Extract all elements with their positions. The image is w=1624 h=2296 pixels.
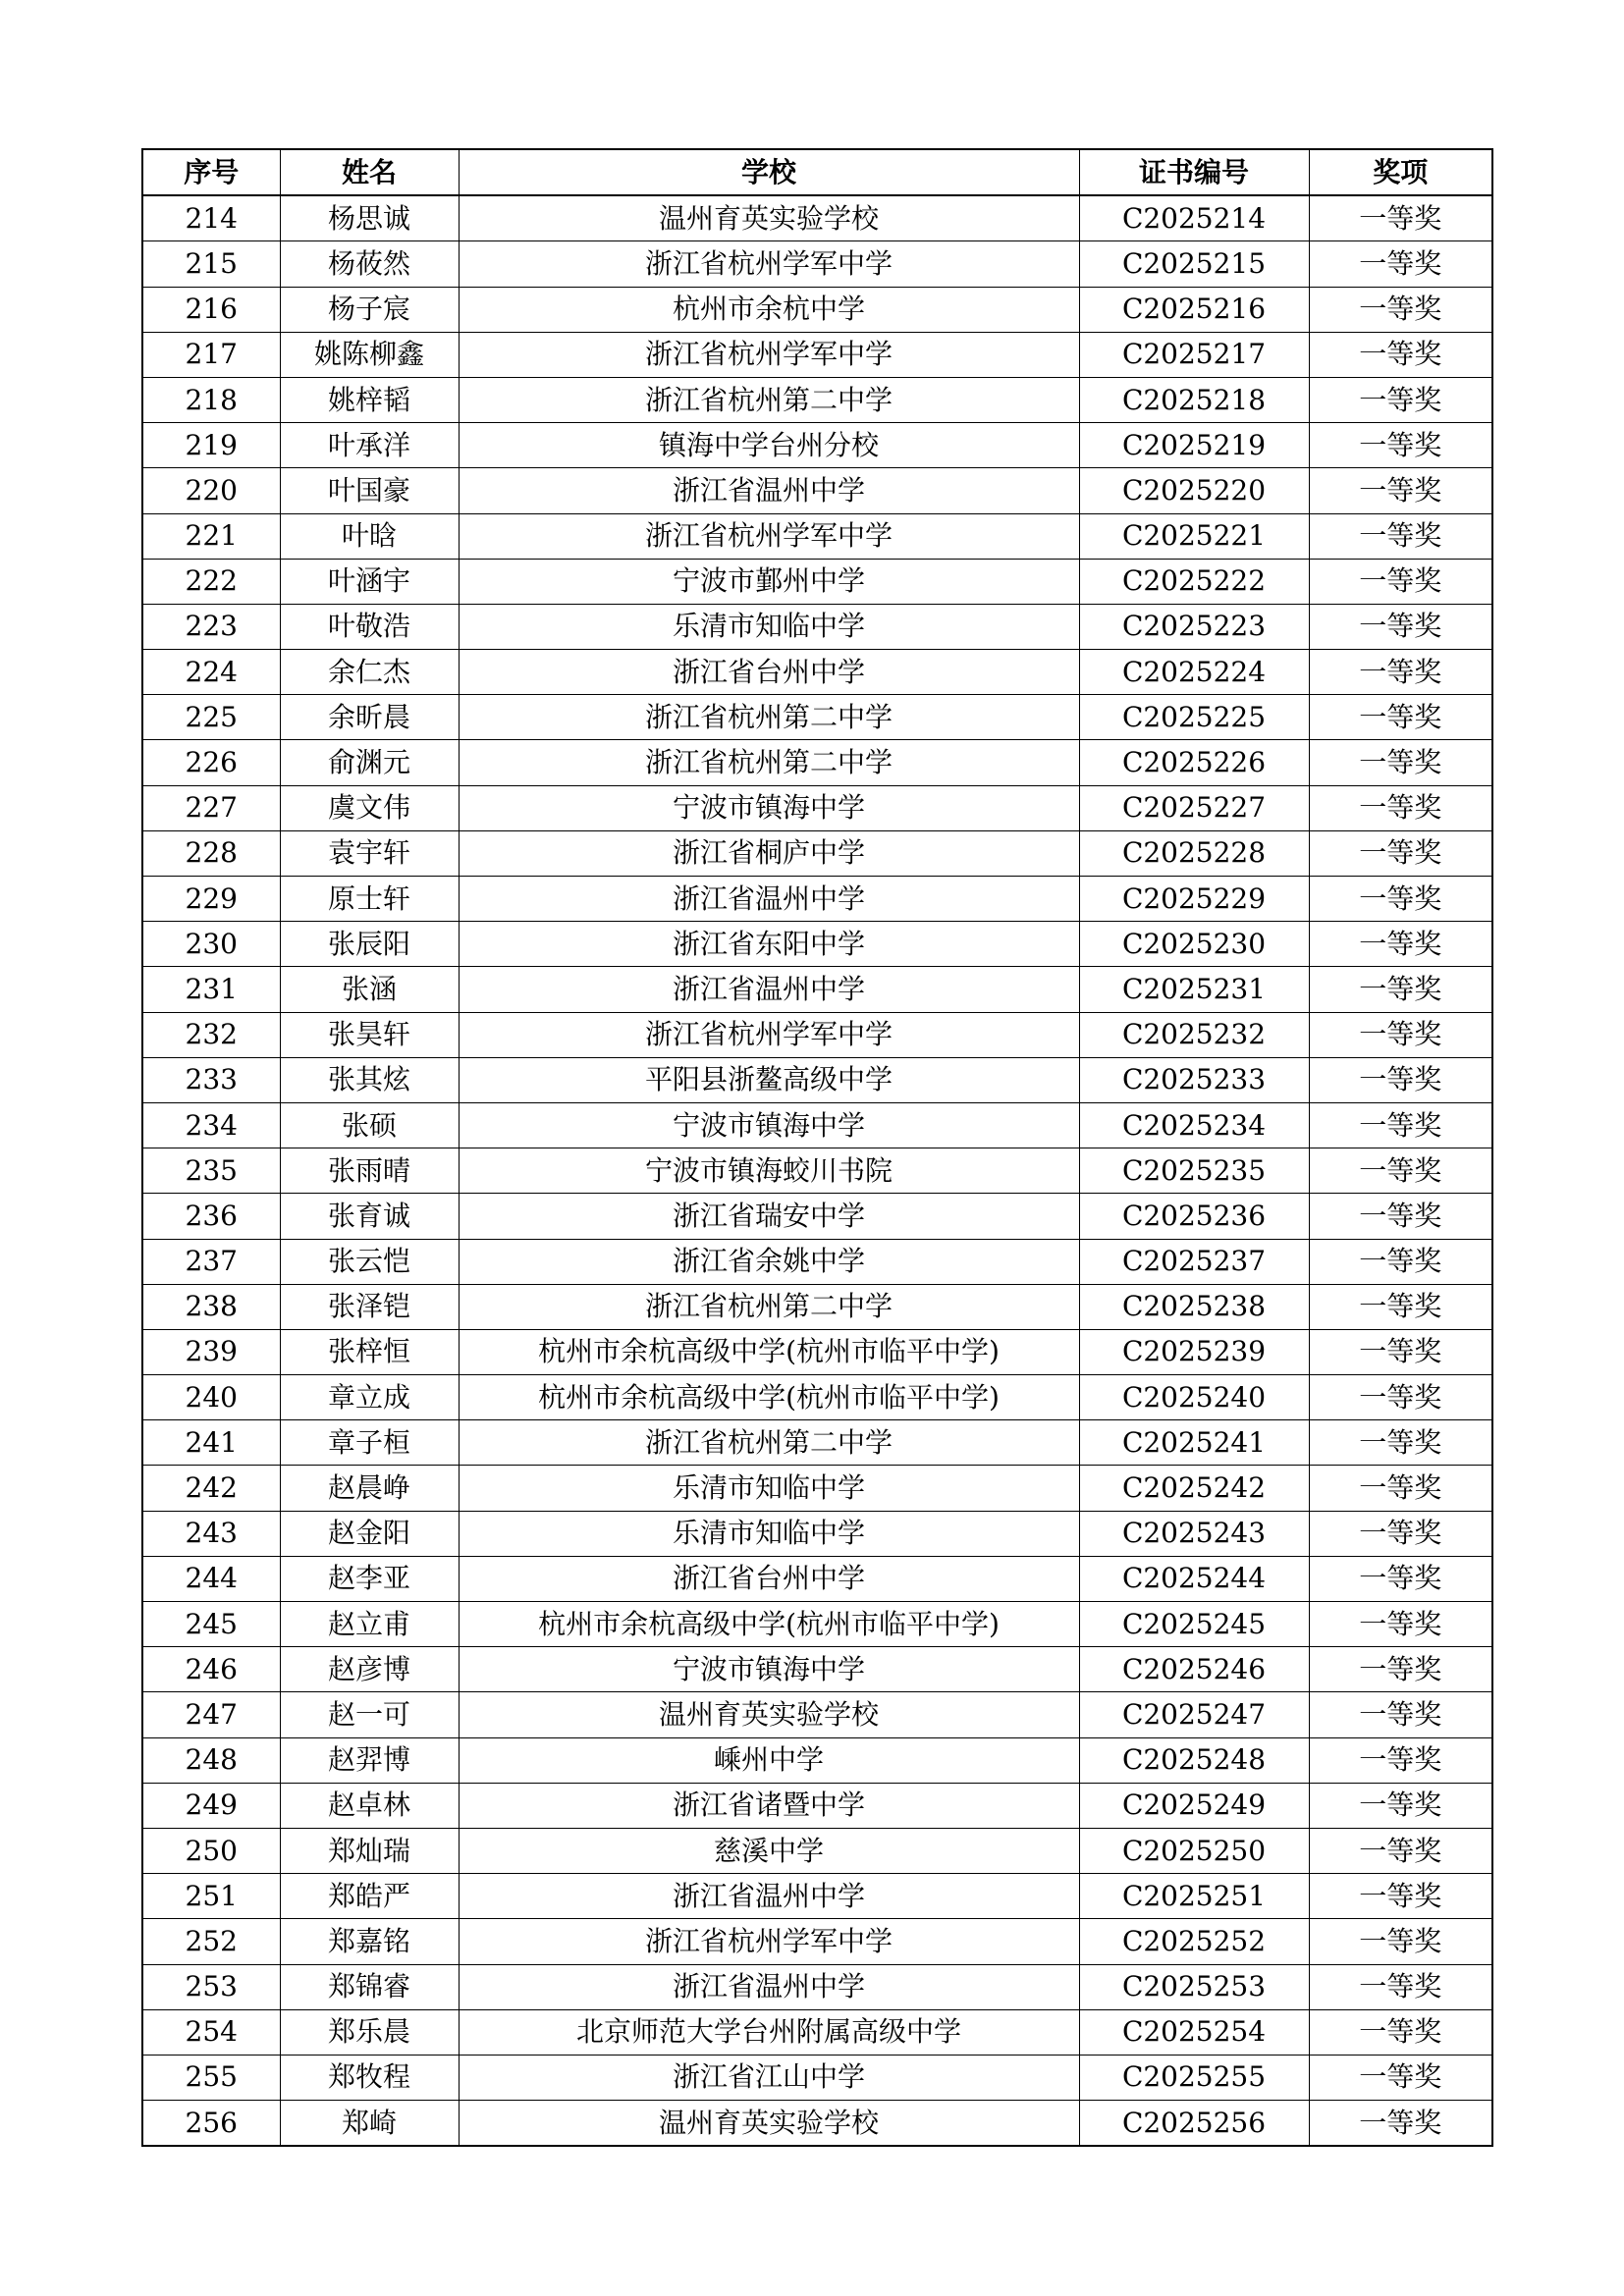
cell-name: 叶涵宇 [280, 559, 459, 604]
cell-serial-number: 223 [142, 604, 280, 649]
cell-school: 浙江省桐庐中学 [459, 830, 1079, 876]
table-row [142, 1511, 1492, 1556]
cell-name: 张涵 [280, 967, 459, 1012]
cell-certificate-number: C2025220 [1079, 468, 1309, 513]
cell-name: 姚陈柳鑫 [280, 332, 459, 377]
cell-serial-number: 240 [142, 1375, 280, 1420]
cell-school: 宁波市鄞州中学 [459, 559, 1079, 604]
cell-serial-number: 253 [142, 1964, 280, 2009]
cell-school: 浙江省杭州第二中学 [459, 695, 1079, 740]
table-row [142, 2055, 1492, 2100]
cell-serial-number: 218 [142, 377, 280, 422]
cell-serial-number: 244 [142, 1556, 280, 1601]
cell-certificate-number: C2025215 [1079, 241, 1309, 287]
cell-name: 叶敬浩 [280, 604, 459, 649]
cell-award: 一等奖 [1309, 1466, 1492, 1511]
cell-award: 一等奖 [1309, 1102, 1492, 1148]
cell-award: 一等奖 [1309, 2009, 1492, 2055]
cell-award: 一等奖 [1309, 377, 1492, 422]
cell-name: 赵晨峥 [280, 1466, 459, 1511]
cell-name: 张辰阳 [280, 922, 459, 967]
cell-name: 俞渊元 [280, 740, 459, 785]
cell-award: 一等奖 [1309, 332, 1492, 377]
cell-school: 杭州市余杭高级中学(杭州市临平中学) [459, 1602, 1079, 1647]
cell-certificate-number: C2025227 [1079, 785, 1309, 830]
cell-serial-number: 255 [142, 2055, 280, 2100]
table-row [142, 1012, 1492, 1057]
cell-school: 宁波市镇海中学 [459, 785, 1079, 830]
cell-name: 赵彦博 [280, 1647, 459, 1692]
table-row [142, 1057, 1492, 1102]
cell-certificate-number: C2025232 [1079, 1012, 1309, 1057]
cell-school: 宁波市镇海中学 [459, 1102, 1079, 1148]
cell-serial-number: 228 [142, 830, 280, 876]
table-row [142, 332, 1492, 377]
cell-school: 乐清市知临中学 [459, 604, 1079, 649]
cell-name: 章子桓 [280, 1420, 459, 1466]
cell-award: 一等奖 [1309, 1057, 1492, 1102]
cell-award: 一等奖 [1309, 1647, 1492, 1692]
cell-school: 浙江省江山中学 [459, 2055, 1079, 2100]
cell-school: 浙江省温州中学 [459, 468, 1079, 513]
cell-name: 赵卓林 [280, 1783, 459, 1828]
cell-award: 一等奖 [1309, 785, 1492, 830]
table-row [142, 922, 1492, 967]
cell-serial-number: 215 [142, 241, 280, 287]
cell-certificate-number: C2025231 [1079, 967, 1309, 1012]
cell-name: 赵金阳 [280, 1511, 459, 1556]
cell-certificate-number: C2025230 [1079, 922, 1309, 967]
table-row [142, 559, 1492, 604]
cell-school: 浙江省温州中学 [459, 1874, 1079, 1919]
cell-school: 浙江省诸暨中学 [459, 1783, 1079, 1828]
cell-name: 杨思诚 [280, 195, 459, 241]
cell-name: 杨莜然 [280, 241, 459, 287]
cell-award: 一等奖 [1309, 1783, 1492, 1828]
cell-serial-number: 222 [142, 559, 280, 604]
cell-serial-number: 246 [142, 1647, 280, 1692]
cell-school: 浙江省台州中学 [459, 650, 1079, 695]
cell-school: 乐清市知临中学 [459, 1466, 1079, 1511]
cell-serial-number: 247 [142, 1692, 280, 1737]
cell-school: 浙江省杭州学军中学 [459, 513, 1079, 559]
cell-award: 一等奖 [1309, 1692, 1492, 1737]
cell-award: 一等奖 [1309, 740, 1492, 785]
cell-name: 姚梓韬 [280, 377, 459, 422]
cell-serial-number: 254 [142, 2009, 280, 2055]
cell-school: 北京师范大学台州附属高级中学 [459, 2009, 1079, 2055]
table-row [142, 1919, 1492, 1964]
cell-serial-number: 236 [142, 1194, 280, 1239]
cell-certificate-number: C2025256 [1079, 2101, 1309, 2147]
cell-award: 一等奖 [1309, 695, 1492, 740]
cell-certificate-number: C2025250 [1079, 1828, 1309, 1873]
cell-name: 郑乐晨 [280, 2009, 459, 2055]
cell-serial-number: 250 [142, 1828, 280, 1873]
cell-award: 一等奖 [1309, 2055, 1492, 2100]
cell-name: 郑锦睿 [280, 1964, 459, 2009]
cell-certificate-number: C2025247 [1079, 1692, 1309, 1737]
cell-name: 叶承洋 [280, 423, 459, 468]
cell-name: 赵一可 [280, 1692, 459, 1737]
cell-certificate-number: C2025242 [1079, 1466, 1309, 1511]
cell-certificate-number: C2025238 [1079, 1284, 1309, 1329]
cell-school: 杭州市余杭高级中学(杭州市临平中学) [459, 1375, 1079, 1420]
table-row [142, 830, 1492, 876]
cell-award: 一等奖 [1309, 1874, 1492, 1919]
cell-serial-number: 230 [142, 922, 280, 967]
cell-award: 一等奖 [1309, 650, 1492, 695]
table-row [142, 1874, 1492, 1919]
cell-award: 一等奖 [1309, 1284, 1492, 1329]
table-row [142, 1239, 1492, 1284]
cell-name: 郑崎 [280, 2101, 459, 2147]
cell-certificate-number: C2025236 [1079, 1194, 1309, 1239]
cell-serial-number: 227 [142, 785, 280, 830]
cell-certificate-number: C2025226 [1079, 740, 1309, 785]
table-row [142, 1375, 1492, 1420]
cell-certificate-number: C2025233 [1079, 1057, 1309, 1102]
cell-serial-number: 248 [142, 1737, 280, 1783]
cell-certificate-number: C2025253 [1079, 1964, 1309, 2009]
cell-school: 浙江省杭州第二中学 [459, 740, 1079, 785]
table-row [142, 241, 1492, 287]
cell-name: 张育诚 [280, 1194, 459, 1239]
cell-school: 乐清市知临中学 [459, 1511, 1079, 1556]
cell-certificate-number: C2025237 [1079, 1239, 1309, 1284]
cell-serial-number: 242 [142, 1466, 280, 1511]
cell-certificate-number: C2025245 [1079, 1602, 1309, 1647]
cell-school: 浙江省台州中学 [459, 1556, 1079, 1601]
cell-name: 郑皓严 [280, 1874, 459, 1919]
cell-name: 余昕晨 [280, 695, 459, 740]
table-header-row [142, 149, 1492, 195]
cell-school: 浙江省温州中学 [459, 877, 1079, 922]
cell-award: 一等奖 [1309, 1602, 1492, 1647]
cell-school: 浙江省杭州学军中学 [459, 1919, 1079, 1964]
cell-school: 浙江省温州中学 [459, 967, 1079, 1012]
cell-award: 一等奖 [1309, 1239, 1492, 1284]
cell-award: 一等奖 [1309, 559, 1492, 604]
cell-certificate-number: C2025234 [1079, 1102, 1309, 1148]
cell-certificate-number: C2025216 [1079, 287, 1309, 332]
cell-certificate-number: C2025223 [1079, 604, 1309, 649]
cell-award: 一等奖 [1309, 1511, 1492, 1556]
cell-school: 浙江省杭州学军中学 [459, 332, 1079, 377]
table-row [142, 604, 1492, 649]
cell-serial-number: 221 [142, 513, 280, 559]
cell-school: 浙江省杭州第二中学 [459, 1284, 1079, 1329]
cell-serial-number: 231 [142, 967, 280, 1012]
table-row [142, 877, 1492, 922]
cell-name: 袁宇轩 [280, 830, 459, 876]
table-row [142, 1964, 1492, 2009]
table-row [142, 1102, 1492, 1148]
cell-serial-number: 219 [142, 423, 280, 468]
header-name: 姓名 [280, 149, 459, 195]
table-row [142, 195, 1492, 241]
cell-serial-number: 243 [142, 1511, 280, 1556]
cell-name: 张其炫 [280, 1057, 459, 1102]
cell-award: 一等奖 [1309, 1329, 1492, 1374]
cell-serial-number: 234 [142, 1102, 280, 1148]
cell-certificate-number: C2025241 [1079, 1420, 1309, 1466]
cell-serial-number: 252 [142, 1919, 280, 1964]
cell-school: 浙江省杭州第二中学 [459, 377, 1079, 422]
cell-school: 浙江省东阳中学 [459, 922, 1079, 967]
cell-award: 一等奖 [1309, 830, 1492, 876]
cell-school: 浙江省温州中学 [459, 1964, 1079, 2009]
cell-certificate-number: C2025219 [1079, 423, 1309, 468]
cell-award: 一等奖 [1309, 1420, 1492, 1466]
cell-school: 浙江省杭州学军中学 [459, 241, 1079, 287]
cell-certificate-number: C2025240 [1079, 1375, 1309, 1420]
cell-certificate-number: C2025214 [1079, 195, 1309, 241]
cell-name: 杨子宸 [280, 287, 459, 332]
cell-name: 赵立甫 [280, 1602, 459, 1647]
cell-name: 郑灿瑞 [280, 1828, 459, 1873]
cell-serial-number: 239 [142, 1329, 280, 1374]
cell-award: 一等奖 [1309, 287, 1492, 332]
cell-award: 一等奖 [1309, 1556, 1492, 1601]
table-row [142, 1602, 1492, 1647]
header-award: 奖项 [1309, 149, 1492, 195]
cell-name: 赵李亚 [280, 1556, 459, 1601]
cell-name: 张泽铠 [280, 1284, 459, 1329]
cell-award: 一等奖 [1309, 1828, 1492, 1873]
cell-school: 浙江省瑞安中学 [459, 1194, 1079, 1239]
table-row [142, 1828, 1492, 1873]
cell-school: 平阳县浙鳌高级中学 [459, 1057, 1079, 1102]
cell-serial-number: 235 [142, 1148, 280, 1194]
table-row [142, 740, 1492, 785]
cell-certificate-number: C2025222 [1079, 559, 1309, 604]
cell-name: 余仁杰 [280, 650, 459, 695]
header-school: 学校 [459, 149, 1079, 195]
cell-certificate-number: C2025248 [1079, 1737, 1309, 1783]
cell-serial-number: 249 [142, 1783, 280, 1828]
cell-award: 一等奖 [1309, 1919, 1492, 1964]
table-row [142, 423, 1492, 468]
table-row [142, 1148, 1492, 1194]
table-row [142, 1556, 1492, 1601]
cell-name: 张硕 [280, 1102, 459, 1148]
table-row [142, 1194, 1492, 1239]
table-row [142, 785, 1492, 830]
table-row [142, 287, 1492, 332]
cell-name: 郑嘉铭 [280, 1919, 459, 1964]
cell-serial-number: 216 [142, 287, 280, 332]
cell-award: 一等奖 [1309, 1737, 1492, 1783]
cell-name: 郑牧程 [280, 2055, 459, 2100]
table-row [142, 1783, 1492, 1828]
cell-certificate-number: C2025224 [1079, 650, 1309, 695]
cell-school: 温州育英实验学校 [459, 2101, 1079, 2147]
cell-name: 张梓恒 [280, 1329, 459, 1374]
table-body [142, 195, 1492, 2146]
cell-serial-number: 237 [142, 1239, 280, 1284]
cell-school: 温州育英实验学校 [459, 195, 1079, 241]
cell-school: 杭州市余杭高级中学(杭州市临平中学) [459, 1329, 1079, 1374]
cell-certificate-number: C2025251 [1079, 1874, 1309, 1919]
cell-serial-number: 224 [142, 650, 280, 695]
header-serial-number: 序号 [142, 149, 280, 195]
cell-serial-number: 238 [142, 1284, 280, 1329]
cell-name: 章立成 [280, 1375, 459, 1420]
table-row [142, 513, 1492, 559]
cell-serial-number: 256 [142, 2101, 280, 2147]
cell-award: 一等奖 [1309, 1194, 1492, 1239]
cell-name: 原士轩 [280, 877, 459, 922]
cell-serial-number: 241 [142, 1420, 280, 1466]
cell-certificate-number: C2025228 [1079, 830, 1309, 876]
cell-certificate-number: C2025252 [1079, 1919, 1309, 1964]
cell-serial-number: 217 [142, 332, 280, 377]
cell-certificate-number: C2025255 [1079, 2055, 1309, 2100]
cell-award: 一等奖 [1309, 877, 1492, 922]
cell-certificate-number: C2025249 [1079, 1783, 1309, 1828]
table-row [142, 2009, 1492, 2055]
cell-award: 一等奖 [1309, 1012, 1492, 1057]
cell-award: 一等奖 [1309, 241, 1492, 287]
cell-serial-number: 251 [142, 1874, 280, 1919]
cell-award: 一等奖 [1309, 423, 1492, 468]
table-row [142, 1466, 1492, 1511]
cell-award: 一等奖 [1309, 1375, 1492, 1420]
cell-serial-number: 233 [142, 1057, 280, 1102]
cell-serial-number: 232 [142, 1012, 280, 1057]
cell-certificate-number: C2025218 [1079, 377, 1309, 422]
table-row [142, 1647, 1492, 1692]
cell-certificate-number: C2025246 [1079, 1647, 1309, 1692]
cell-award: 一等奖 [1309, 1964, 1492, 2009]
table-row [142, 1284, 1492, 1329]
table-row [142, 1329, 1492, 1374]
cell-certificate-number: C2025239 [1079, 1329, 1309, 1374]
cell-school: 浙江省杭州学军中学 [459, 1012, 1079, 1057]
cell-serial-number: 225 [142, 695, 280, 740]
cell-school: 温州育英实验学校 [459, 1692, 1079, 1737]
cell-name: 张云恺 [280, 1239, 459, 1284]
cell-serial-number: 220 [142, 468, 280, 513]
cell-certificate-number: C2025243 [1079, 1511, 1309, 1556]
cell-school: 嵊州中学 [459, 1737, 1079, 1783]
cell-award: 一等奖 [1309, 468, 1492, 513]
cell-serial-number: 214 [142, 195, 280, 241]
cell-certificate-number: C2025225 [1079, 695, 1309, 740]
table-row [142, 1737, 1492, 1783]
cell-award: 一等奖 [1309, 195, 1492, 241]
table-row [142, 1692, 1492, 1737]
cell-certificate-number: C2025235 [1079, 1148, 1309, 1194]
cell-school: 镇海中学台州分校 [459, 423, 1079, 468]
cell-award: 一等奖 [1309, 2101, 1492, 2147]
cell-certificate-number: C2025229 [1079, 877, 1309, 922]
cell-certificate-number: C2025244 [1079, 1556, 1309, 1601]
cell-award: 一等奖 [1309, 967, 1492, 1012]
cell-name: 张昊轩 [280, 1012, 459, 1057]
table-row [142, 650, 1492, 695]
award-table [141, 148, 1493, 2147]
cell-name: 叶国豪 [280, 468, 459, 513]
cell-school: 宁波市镇海蛟川书院 [459, 1148, 1079, 1194]
cell-school: 浙江省杭州第二中学 [459, 1420, 1079, 1466]
cell-award: 一等奖 [1309, 513, 1492, 559]
cell-award: 一等奖 [1309, 1148, 1492, 1194]
table-row [142, 1420, 1492, 1466]
table-row [142, 468, 1492, 513]
cell-school: 杭州市余杭中学 [459, 287, 1079, 332]
cell-serial-number: 245 [142, 1602, 280, 1647]
header-certificate-number: 证书编号 [1079, 149, 1309, 195]
table-row [142, 695, 1492, 740]
cell-name: 虞文伟 [280, 785, 459, 830]
cell-award: 一等奖 [1309, 922, 1492, 967]
cell-school: 慈溪中学 [459, 1828, 1079, 1873]
cell-school: 宁波市镇海中学 [459, 1647, 1079, 1692]
cell-award: 一等奖 [1309, 604, 1492, 649]
cell-school: 浙江省余姚中学 [459, 1239, 1079, 1284]
table-row [142, 967, 1492, 1012]
cell-name: 张雨晴 [280, 1148, 459, 1194]
cell-name: 赵羿博 [280, 1737, 459, 1783]
table-row [142, 377, 1492, 422]
table-row [142, 2101, 1492, 2147]
cell-certificate-number: C2025221 [1079, 513, 1309, 559]
cell-certificate-number: C2025217 [1079, 332, 1309, 377]
cell-serial-number: 226 [142, 740, 280, 785]
cell-serial-number: 229 [142, 877, 280, 922]
cell-certificate-number: C2025254 [1079, 2009, 1309, 2055]
cell-name: 叶晗 [280, 513, 459, 559]
